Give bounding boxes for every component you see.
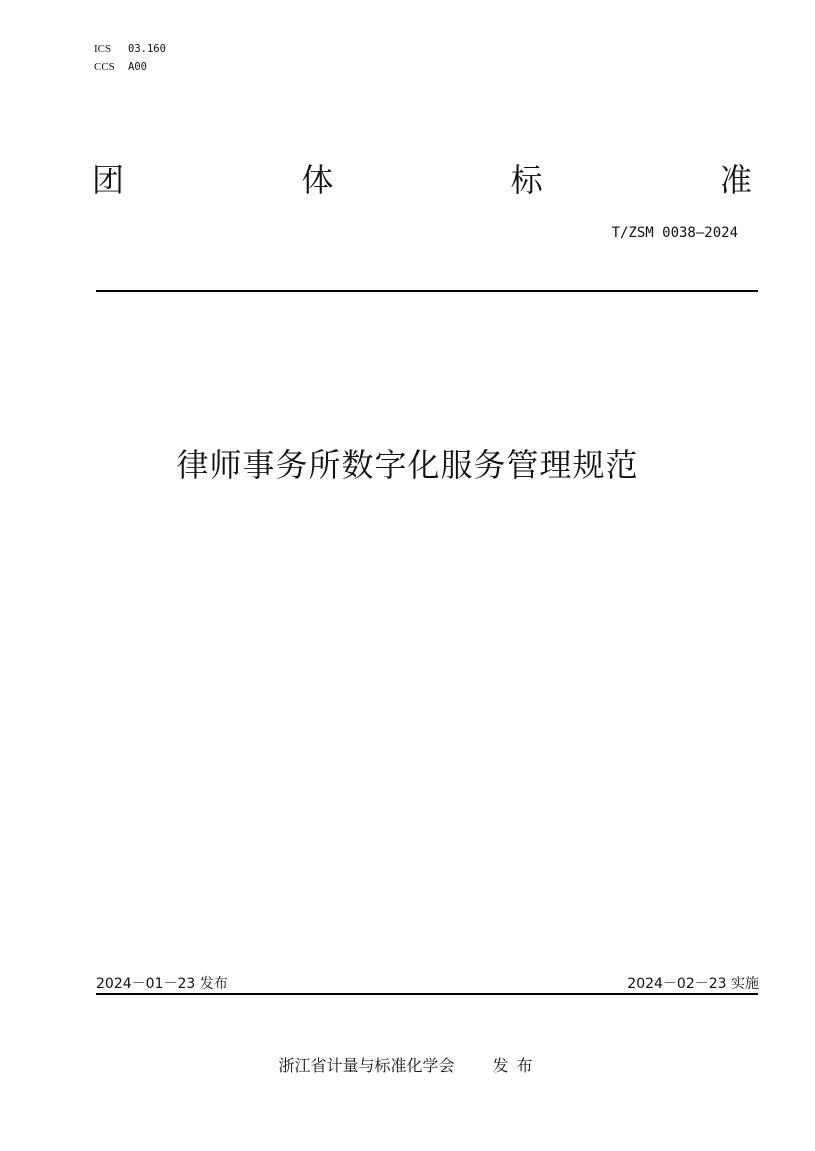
publish-label-char: 布 (516, 1056, 533, 1075)
ccs-code (94, 58, 166, 76)
classification-codes (94, 40, 166, 76)
doc-type-char: 团 (92, 161, 125, 199)
ics-value: 03.160 (128, 43, 166, 55)
implement-date: 2024－02－23 实施 (627, 976, 759, 992)
publisher-name: 浙江省计量与标准化学会 (278, 1056, 455, 1075)
top-divider (96, 290, 758, 292)
document-title: 律师事务所数字化服务管理规范 (176, 446, 639, 484)
publisher-line (0, 1053, 815, 1076)
document-type-heading (92, 160, 752, 200)
ccs-label: CCS (94, 61, 115, 73)
doc-type-char: 标 (510, 161, 543, 199)
publish-label (488, 1056, 536, 1075)
doc-type-char: 体 (301, 161, 334, 199)
ics-label: ICS (94, 43, 112, 55)
bottom-divider (96, 993, 758, 995)
doc-type-char: 准 (719, 161, 752, 199)
ccs-value: A00 (128, 61, 147, 73)
issue-date: 2024－01－23 发布 (96, 976, 228, 992)
publish-label-char: 发 (492, 1056, 509, 1075)
standard-number: T/ZSM 0038—2024 (611, 225, 738, 241)
ics-code (94, 40, 166, 58)
